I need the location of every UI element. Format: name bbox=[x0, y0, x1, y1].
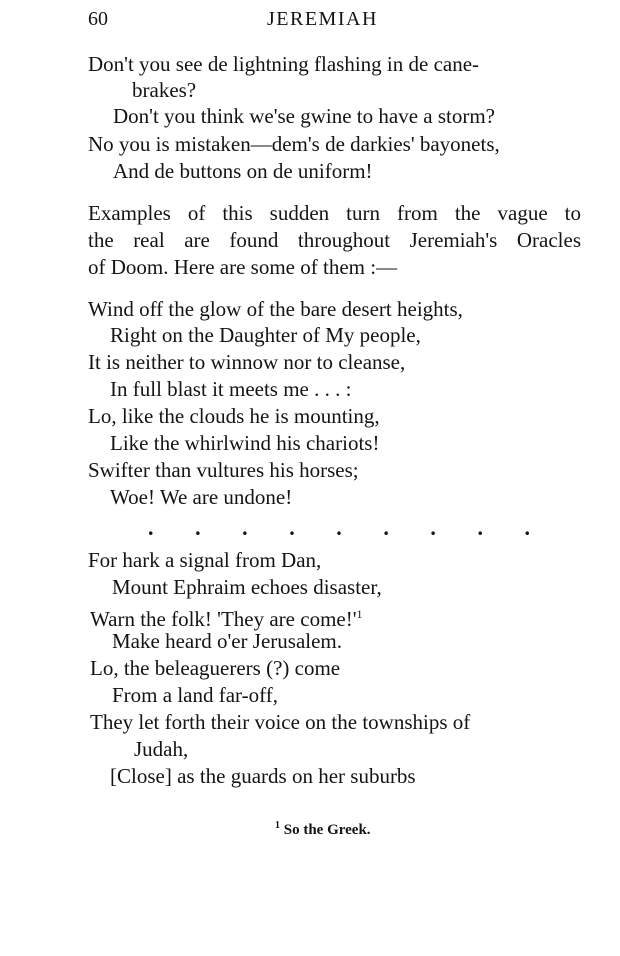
ornament-dot: . bbox=[148, 515, 154, 540]
ornament-dot: . bbox=[336, 515, 342, 540]
oracle-two-line-7: They let forth their voice on the townships of bbox=[90, 710, 471, 734]
oracle-one-line-1: Wind off the glow of the bare desert heights, bbox=[88, 297, 463, 321]
oracle-two-line-3-text: Warn the folk! 'They are come!' bbox=[90, 607, 357, 631]
ornament-dot: . bbox=[524, 515, 530, 540]
song-line-3: No you is mistaken—dem's de darkies' bayonets, bbox=[88, 132, 500, 156]
oracle-two-line-4: Make heard o'er Jerusalem. bbox=[112, 629, 343, 653]
prose-line-1: Examples of this sudden turn from the vague to bbox=[88, 201, 581, 225]
oracle-two-line-8: [Close] as the guards on her suburbs bbox=[110, 764, 416, 788]
song-line-1: Don't you see de lightning flashing in de cane- bbox=[88, 52, 480, 76]
song-line-2: Don't you think we'se gwine to have a storm? bbox=[113, 104, 495, 128]
oracle-one-line-5: Lo, like the clouds he is mounting, bbox=[88, 404, 380, 428]
song-line-4: And de buttons on de uniform! bbox=[113, 159, 373, 183]
oracle-two-line-7-continuation: Judah, bbox=[134, 737, 189, 761]
oracle-one-line-3: It is neither to winnow nor to cleanse, bbox=[88, 350, 406, 374]
oracle-two-line-1: For hark a signal from Dan, bbox=[88, 548, 322, 572]
oracle-two-line-5: Lo, the beleaguerers (?) come bbox=[90, 656, 341, 680]
prose-line-2: the real are found throughout Jeremiah's Oracles bbox=[88, 228, 581, 252]
running-head: JEREMIAH bbox=[267, 8, 378, 30]
footnote-reference: 1 bbox=[356, 607, 363, 621]
oracle-one-line-4: In full blast it meets me . . . : bbox=[110, 377, 352, 401]
prose-line-3: of Doom. Here are some of them :— bbox=[88, 255, 398, 279]
oracle-one-line-8: Woe! We are undone! bbox=[110, 485, 293, 509]
page-number: 60 bbox=[88, 8, 108, 30]
oracle-one-line-2: Right on the Daughter of My people, bbox=[110, 323, 421, 347]
ornament-dot: . bbox=[289, 515, 295, 540]
song-line-1-continuation: brakes? bbox=[132, 78, 197, 102]
ornament-dot: . bbox=[477, 515, 483, 540]
ornament-dot: . bbox=[383, 515, 389, 540]
footnote-marker: 1 bbox=[275, 820, 280, 831]
footnote-text: So the Greek. bbox=[283, 822, 371, 838]
oracle-two-line-2: Mount Ephraim echoes disaster, bbox=[112, 575, 382, 599]
oracle-two-line-6: From a land far-off, bbox=[112, 683, 278, 707]
ornament-dot: . bbox=[242, 515, 248, 540]
ornament-dot: . bbox=[430, 515, 436, 540]
oracle-one-line-6: Like the whirlwind his chariots! bbox=[110, 431, 380, 455]
ornament-dot: . bbox=[195, 515, 201, 540]
oracle-one-line-7: Swifter than vultures his horses; bbox=[88, 458, 359, 482]
section-break-ornament bbox=[148, 515, 530, 540]
footnote bbox=[275, 820, 371, 840]
